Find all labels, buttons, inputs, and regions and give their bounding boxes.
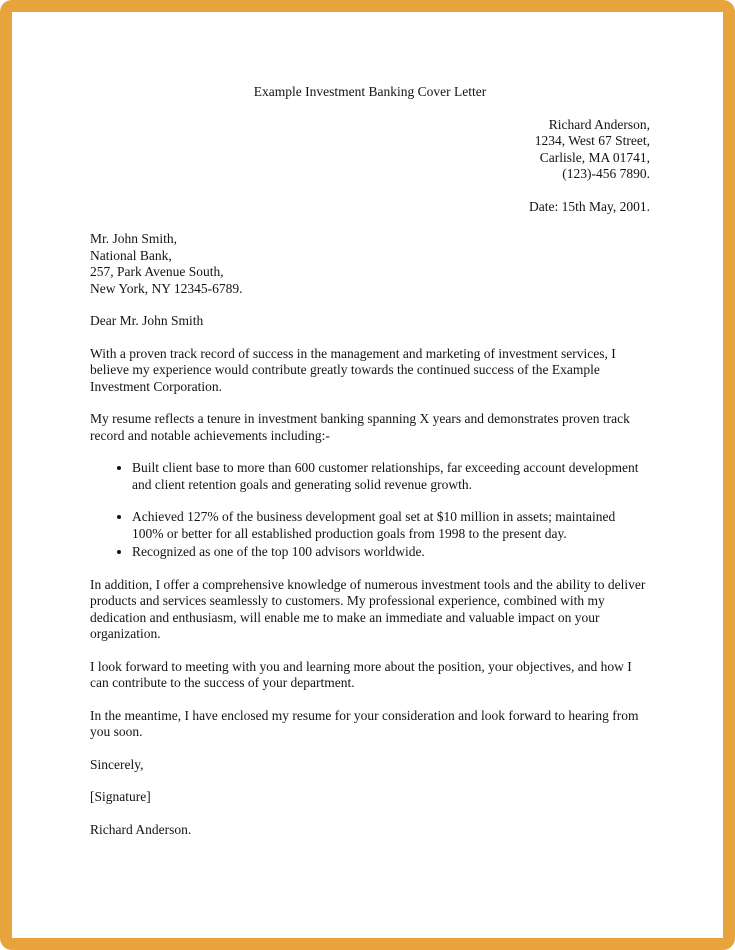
achievement-item: • Built client base to more than 600 customer relationships, far exceeding account development and client retention goals and generating solid revenue growth. bbox=[132, 460, 650, 493]
letter-title: Example Investment Banking Cover Letter bbox=[253, 84, 487, 99]
cover-letter-page bbox=[12, 12, 723, 938]
salutation: Dear Mr. John Smith bbox=[90, 313, 204, 328]
recipient-street-line: 257, Park Avenue South, bbox=[90, 264, 224, 279]
sender-phone-line: (123)-456 7890. bbox=[562, 166, 650, 181]
achievements-list bbox=[90, 460, 650, 561]
paragraph-value-offer: In addition, I offer a comprehensive knowledge of numerous investment tools and the ability to deliver products and services seamlessly to customers. My professional experience, combined with my dedication and enthusiasm, will enable me to make an immediate and valuable impact on your organization. bbox=[90, 576, 646, 641]
signature-block bbox=[90, 757, 650, 839]
signed-name: Richard Anderson. bbox=[90, 821, 192, 837]
signature-placeholder: [Signature] bbox=[90, 789, 151, 804]
recipient-address-block bbox=[90, 231, 650, 297]
sender-address-block bbox=[90, 117, 650, 183]
paragraph-resume-summary: My resume reflects a tenure in investment banking spanning X years and demonstrates proven track record and notable achievements including:- bbox=[90, 411, 630, 443]
recipient-city-line: New York, NY 12345-6789. bbox=[90, 280, 243, 296]
paragraph-intro: With a proven track record of success in the management and marketing of investment services, I believe my experience would contribute greatly towards the continued success of the Example Investment Corporation. bbox=[90, 345, 616, 394]
recipient-name-line: Mr. John Smith, bbox=[90, 231, 178, 246]
sender-name-line: Richard Anderson, bbox=[548, 116, 650, 132]
closing-line: Sincerely, bbox=[90, 756, 144, 772]
paragraph-enclosure: In the meantime, I have enclosed my resume for your consideration and look forward to hearing from you soon. bbox=[90, 707, 639, 739]
sender-city-line: Carlisle, MA 01741, bbox=[539, 149, 650, 165]
sender-street-line: 1234, West 67 Street, bbox=[534, 133, 650, 148]
recipient-company-line: National Bank, bbox=[90, 247, 172, 263]
date-line: Date: 15th May, 2001. bbox=[529, 198, 650, 214]
achievement-item: • Achieved 127% of the business development goal set at $10 million in assets; maintained 100% or better for all established production goals from 1998 to the present day. bbox=[132, 509, 650, 542]
achievement-item: • Recognized as one of the top 100 advisors worldwide. bbox=[132, 544, 650, 561]
paragraph-meeting-request: I look forward to meeting with you and learning more about the position, your objectives, and how I can contribute to the success of your department. bbox=[90, 658, 632, 690]
